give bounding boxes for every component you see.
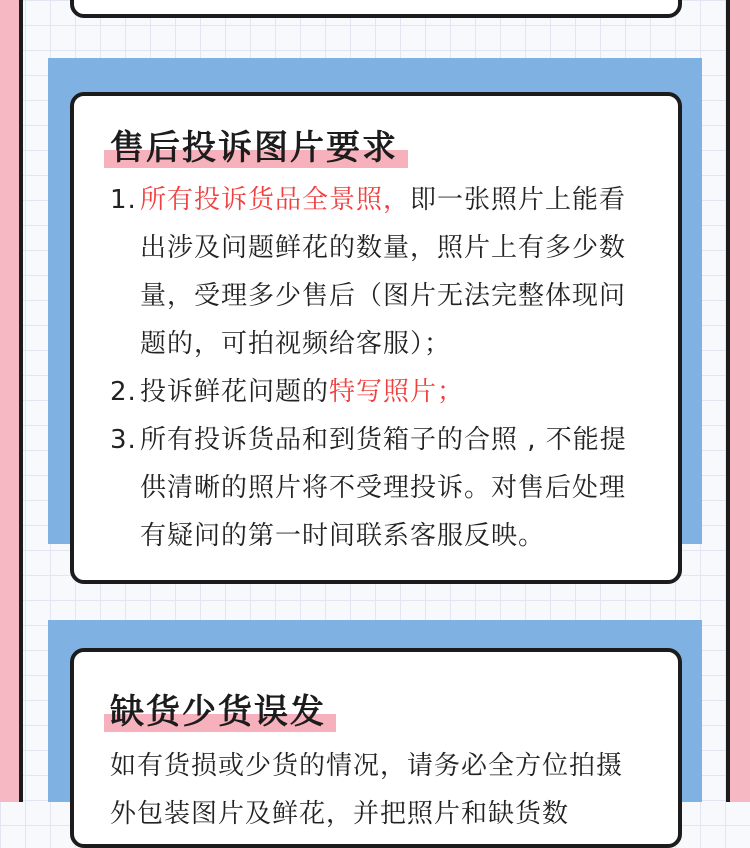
list-item-3 — [110, 416, 648, 560]
list-item-1 — [110, 176, 648, 368]
section2-body: 如有货损或少货的情况，请务必全方位拍摄外包装图片及鲜花，并把照片和缺货数 — [110, 751, 624, 829]
left-black-border — [19, 0, 23, 802]
highlight-text: 所有投诉货品全景照， — [140, 185, 411, 215]
section2-card — [70, 648, 682, 848]
list-item-2 — [110, 368, 648, 416]
section1-body — [110, 176, 648, 560]
item-number: 1. — [110, 185, 137, 215]
previous-section-card — [70, 0, 682, 18]
section2-title: 缺货少货误发 — [110, 692, 326, 732]
section1-title: 售后投诉图片要求 — [110, 128, 398, 168]
right-pink-border — [730, 0, 750, 802]
section1-heading — [110, 126, 398, 170]
item-number: 3. — [110, 425, 137, 455]
left-pink-border — [0, 0, 19, 802]
item-text: 投诉鲜花问题的 — [140, 377, 330, 407]
highlight-text: 特写照片； — [329, 377, 465, 407]
item-text: 即一张照片上能看出涉及问题鲜花的数量，照片上有多少数量，受理多少售后（图片无法完整体现问题的，可拍视频给客服）； — [140, 185, 627, 359]
section1-card — [70, 92, 682, 584]
right-black-border — [726, 0, 730, 802]
item-text: 所有投诉货品和到货箱子的合照 , 不能提供清晰的照片将不受理投诉。对售后处理有疑问的第一时间联系客服反映。 — [140, 425, 627, 551]
section2-heading — [110, 690, 326, 734]
item-number: 2. — [110, 377, 137, 407]
